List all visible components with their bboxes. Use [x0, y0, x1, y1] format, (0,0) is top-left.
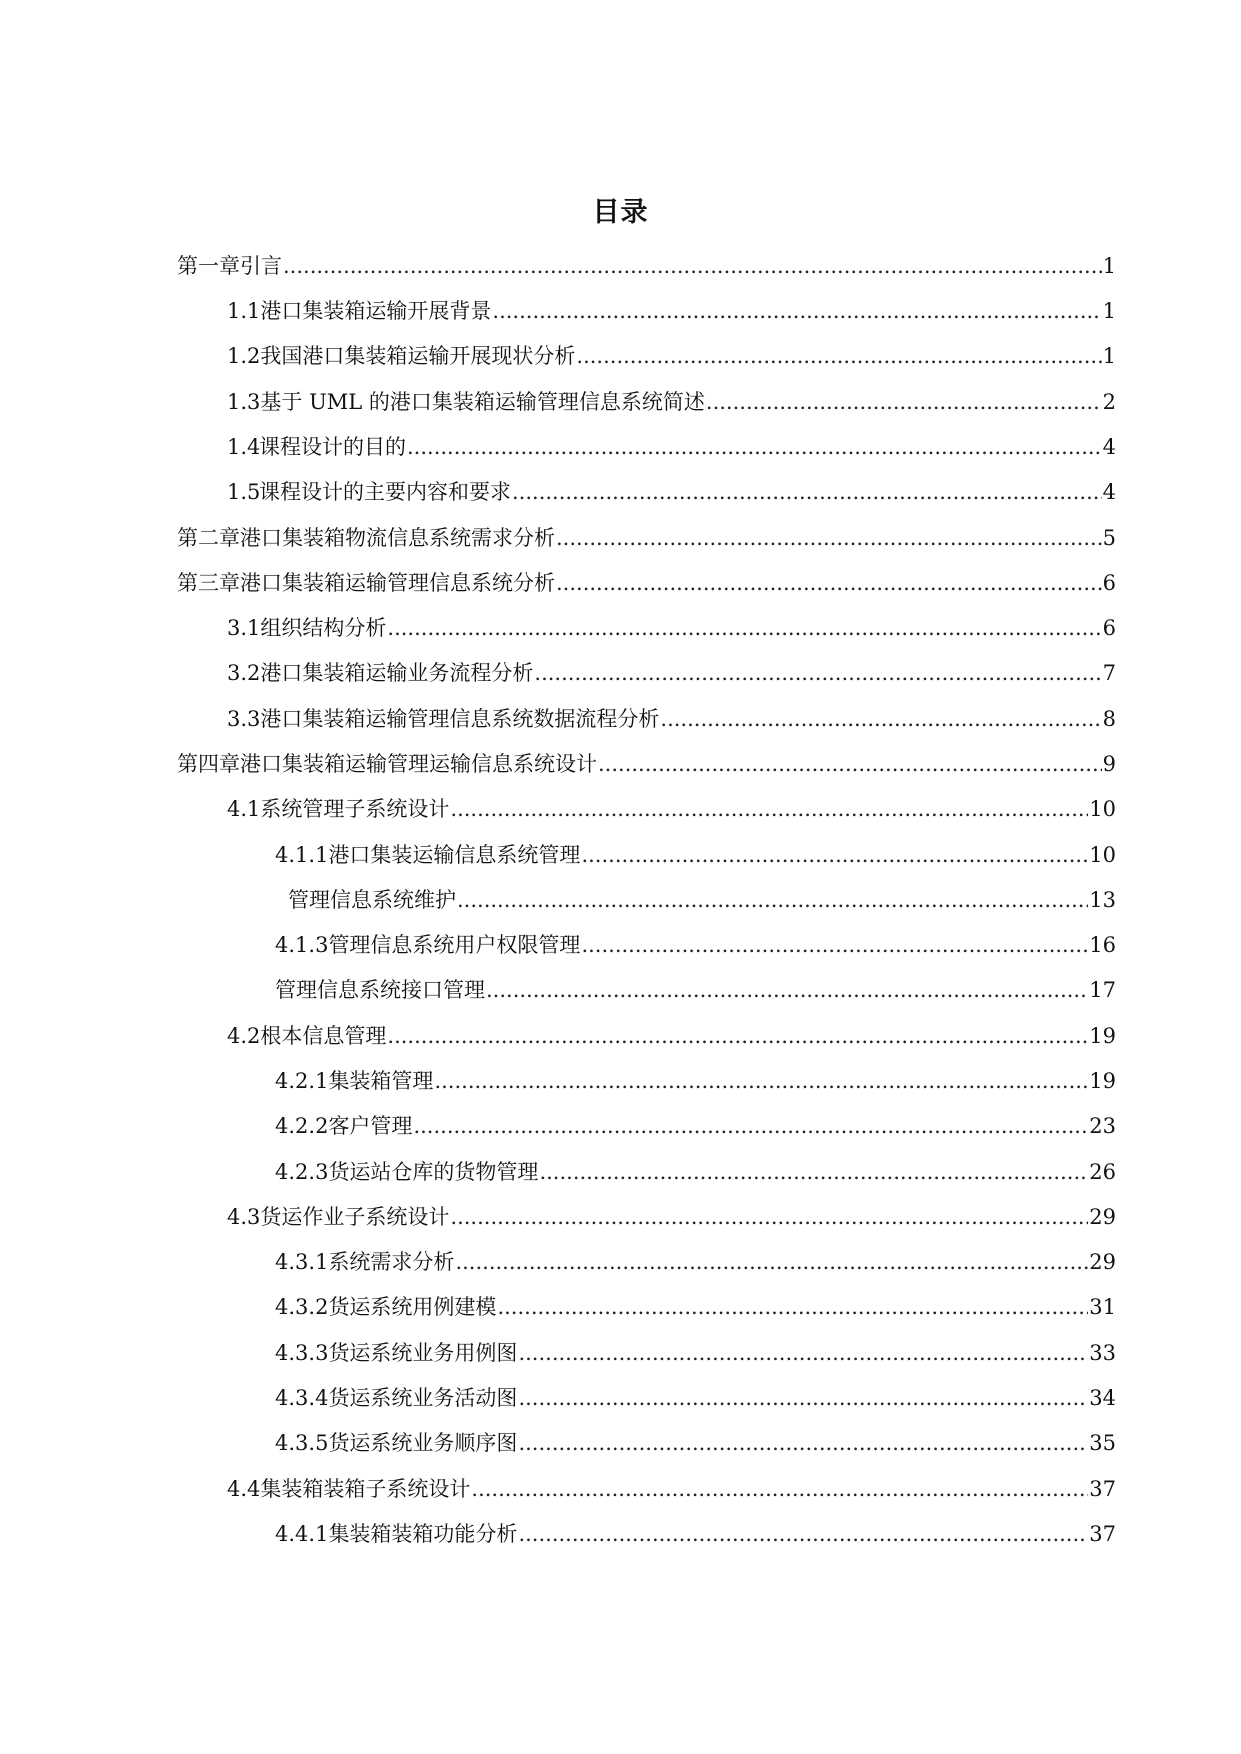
- toc-entry-number: 第三章: [177, 571, 240, 595]
- toc-entry-page: 19: [1089, 1069, 1116, 1093]
- toc-entry-page: 6: [1102, 571, 1116, 595]
- toc-entry-page: 35: [1089, 1431, 1116, 1455]
- toc-entry-number: 4.3.2: [275, 1295, 329, 1319]
- toc-entry-number: 4.3.1: [275, 1250, 329, 1274]
- toc-entry[interactable]: [227, 1473, 1116, 1505]
- toc-entry[interactable]: [227, 1201, 1116, 1233]
- toc-entry[interactable]: [227, 1020, 1116, 1052]
- toc-entry[interactable]: [227, 657, 1116, 689]
- toc-entry-label: 课程设计的目的: [259, 435, 406, 459]
- toc-entry-number: 第四章: [177, 752, 240, 776]
- toc-entry-page: 31: [1089, 1295, 1116, 1319]
- toc-entry-page: 10: [1089, 797, 1116, 821]
- toc-entry-page: 8: [1102, 707, 1116, 731]
- toc-entry-number: 4.2.1: [275, 1069, 329, 1093]
- toc-entry-page: 29: [1089, 1205, 1116, 1229]
- toc-entry-page: 33: [1089, 1341, 1116, 1365]
- toc-entry[interactable]: [275, 1291, 1116, 1323]
- toc-entry[interactable]: [275, 1427, 1116, 1459]
- toc-entry-label: 客户管理: [328, 1114, 413, 1138]
- toc-leader-dots: [581, 929, 1088, 961]
- toc-entry-number: 4.3.4: [275, 1386, 329, 1410]
- toc-entry[interactable]: [227, 431, 1116, 463]
- toc-entry[interactable]: [275, 929, 1116, 961]
- toc-entry-number: 3.2: [227, 661, 261, 685]
- toc-entry-page: 16: [1089, 933, 1116, 957]
- toc-entry-page: 17: [1089, 978, 1116, 1002]
- toc-entry[interactable]: [227, 386, 1116, 418]
- toc-entry[interactable]: [227, 476, 1116, 508]
- toc-entry[interactable]: [275, 1337, 1116, 1369]
- toc-leader-dots: [518, 1337, 1088, 1369]
- toc-entry-label: 管理信息系统维护: [288, 888, 456, 912]
- toc-entry-number: 第二章: [177, 526, 240, 550]
- toc-entry-page: 37: [1089, 1477, 1116, 1501]
- toc-entry-label: 货运作业子系统设计: [260, 1205, 450, 1229]
- toc-entry-page: 5: [1102, 526, 1116, 550]
- toc-leader-dots: [283, 250, 1102, 282]
- toc-entry-page: 29: [1089, 1250, 1116, 1274]
- toc-entry-number: 4.2.3: [275, 1160, 329, 1184]
- toc-entry-label: 系统需求分析: [328, 1250, 455, 1274]
- toc-entry-number: 1.3: [227, 390, 261, 414]
- toc-entry-page: 13: [1089, 888, 1116, 912]
- toc-entry[interactable]: [227, 612, 1116, 644]
- toc-entry-page: 4: [1102, 435, 1116, 459]
- toc-leader-dots: [518, 1427, 1088, 1459]
- toc-leader-dots: [486, 974, 1088, 1006]
- toc-entry-number: 第一章: [177, 254, 240, 278]
- toc-leader-dots: [556, 522, 1102, 554]
- toc-entry-page: 7: [1102, 661, 1116, 685]
- toc-entry-page: 23: [1089, 1114, 1116, 1138]
- toc-entry-page: 4: [1102, 480, 1116, 504]
- toc-entry-label: 港口集装箱运输开展背景: [260, 299, 492, 323]
- toc-entry-label: 集装箱管理: [328, 1069, 434, 1093]
- toc-entry[interactable]: [177, 748, 1116, 780]
- toc-leader-dots: [407, 431, 1102, 463]
- toc-entry-page: 37: [1089, 1522, 1116, 1546]
- toc-leader-dots: [512, 476, 1102, 508]
- toc-entry[interactable]: [177, 250, 1116, 282]
- toc-leader-dots: [576, 340, 1101, 372]
- toc-entry-number: 4.1.3: [275, 933, 329, 957]
- toc-entry-label: 管理信息系统接口管理: [275, 978, 485, 1002]
- toc-entry-page: 34: [1089, 1386, 1116, 1410]
- toc-leader-dots: [492, 295, 1101, 327]
- toc-entry-number: 4.3.3: [275, 1341, 329, 1365]
- toc-entry-number: 4.3: [227, 1205, 261, 1229]
- toc-entry-number: 4.2.2: [275, 1114, 329, 1138]
- toc-entry-label: 货运系统用例建模: [328, 1295, 497, 1319]
- toc-entry-label: 港口集装运输信息系统管理: [328, 843, 581, 867]
- toc-entry-number: 4.3.5: [275, 1431, 329, 1455]
- toc-entry-label: 管理信息系统用户权限管理: [328, 933, 581, 957]
- toc-leader-dots: [450, 793, 1088, 825]
- toc-entry[interactable]: [227, 793, 1116, 825]
- toc-entry-label: 货运站仓库的货物管理: [328, 1160, 539, 1184]
- toc-entry[interactable]: [275, 974, 1116, 1006]
- toc-leader-dots: [387, 1020, 1088, 1052]
- toc-entry[interactable]: [275, 1382, 1116, 1414]
- toc-entry-number: 1.1: [227, 299, 261, 323]
- toc-entry-number: 3.1: [227, 616, 261, 640]
- toc-entry-page: 2: [1102, 390, 1116, 414]
- toc-leader-dots: [450, 1201, 1088, 1233]
- toc-entry-label: 引言: [240, 254, 282, 278]
- toc-leader-dots: [556, 567, 1102, 599]
- toc-leader-dots: [457, 884, 1088, 916]
- toc-entry-label: 我国港口集装箱运输开展现状分析: [260, 344, 576, 368]
- toc-entry-number: 1.4: [227, 435, 261, 459]
- toc-entry[interactable]: [275, 1065, 1116, 1097]
- toc-entry[interactable]: [177, 567, 1116, 599]
- toc-leader-dots: [539, 1156, 1088, 1188]
- toc-entry-label: 港口集装箱物流信息系统需求分析: [240, 526, 555, 550]
- toc-entry-page: 1: [1102, 344, 1116, 368]
- toc-entry-page: 19: [1089, 1024, 1116, 1048]
- toc-leader-dots: [455, 1246, 1088, 1278]
- toc-leader-dots: [518, 1382, 1088, 1414]
- toc-entry-label: 集装箱装箱功能分析: [328, 1522, 518, 1546]
- toc-entry-label: 课程设计的主要内容和要求: [259, 480, 511, 504]
- toc-entry[interactable]: [275, 839, 1116, 871]
- toc-entry-label: 基于 UML 的港口集装箱运输管理信息系统简述: [260, 390, 705, 414]
- toc-entry[interactable]: [227, 340, 1116, 372]
- toc-entry-label: 港口集装箱运输业务流程分析: [260, 661, 534, 685]
- toc-entry-page: 10: [1089, 843, 1116, 867]
- toc-leader-dots: [598, 748, 1102, 780]
- toc-leader-dots: [387, 612, 1101, 644]
- toc-entry-number: 1.2: [227, 344, 261, 368]
- toc-entry-label: 港口集装箱运输管理信息系统数据流程分析: [260, 707, 660, 731]
- toc-entry-label: 货运系统业务用例图: [328, 1341, 518, 1365]
- toc-entry[interactable]: [227, 295, 1116, 327]
- toc-entry[interactable]: [177, 522, 1116, 554]
- toc-entry[interactable]: [288, 884, 1116, 916]
- toc-entry-label: 港口集装箱运输管理运输信息系统设计: [240, 752, 597, 776]
- toc-entry[interactable]: [227, 703, 1116, 735]
- toc-leader-dots: [518, 1518, 1088, 1550]
- toc-entry[interactable]: [275, 1246, 1116, 1278]
- toc-entry-page: 1: [1102, 299, 1116, 323]
- toc-entry-page: 1: [1102, 254, 1116, 278]
- toc-entry-page: 6: [1102, 616, 1116, 640]
- toc-entry-number: 4.4.1: [275, 1522, 329, 1546]
- toc-leader-dots: [534, 657, 1101, 689]
- toc-entry-page: 26: [1089, 1160, 1116, 1184]
- toc-entry-label: 集装箱装箱子系统设计: [260, 1477, 471, 1501]
- toc-leader-dots: [581, 839, 1088, 871]
- toc-entry-number: 3.3: [227, 707, 261, 731]
- toc-leader-dots: [497, 1291, 1088, 1323]
- toc-entry[interactable]: [275, 1156, 1116, 1188]
- toc-entry-label: 货运系统业务顺序图: [328, 1431, 518, 1455]
- toc-leader-dots: [471, 1473, 1088, 1505]
- toc-title: 目录: [592, 197, 649, 228]
- toc-entry-label: 港口集装箱运输管理信息系统分析: [240, 571, 555, 595]
- toc-entry-label: 货运系统业务活动图: [328, 1386, 518, 1410]
- toc-entry-number: 4.2: [227, 1024, 261, 1048]
- toc-entry-number: 4.1: [227, 797, 261, 821]
- toc-entry-number: 4.4: [227, 1477, 261, 1501]
- toc-entry-page: 9: [1102, 752, 1116, 776]
- toc-entry-number: 4.1.1: [275, 843, 329, 867]
- toc-entry[interactable]: [275, 1518, 1116, 1550]
- toc-entry-number: 1.5: [227, 480, 261, 504]
- toc-leader-dots: [660, 703, 1101, 735]
- toc-leader-dots: [434, 1065, 1088, 1097]
- toc-leader-dots: [413, 1110, 1088, 1142]
- toc-entry[interactable]: [275, 1110, 1116, 1142]
- toc-leader-dots: [706, 386, 1102, 418]
- toc-entry-label: 根本信息管理: [260, 1024, 387, 1048]
- toc-entry-label: 组织结构分析: [260, 616, 387, 640]
- toc-entry-label: 系统管理子系统设计: [260, 797, 450, 821]
